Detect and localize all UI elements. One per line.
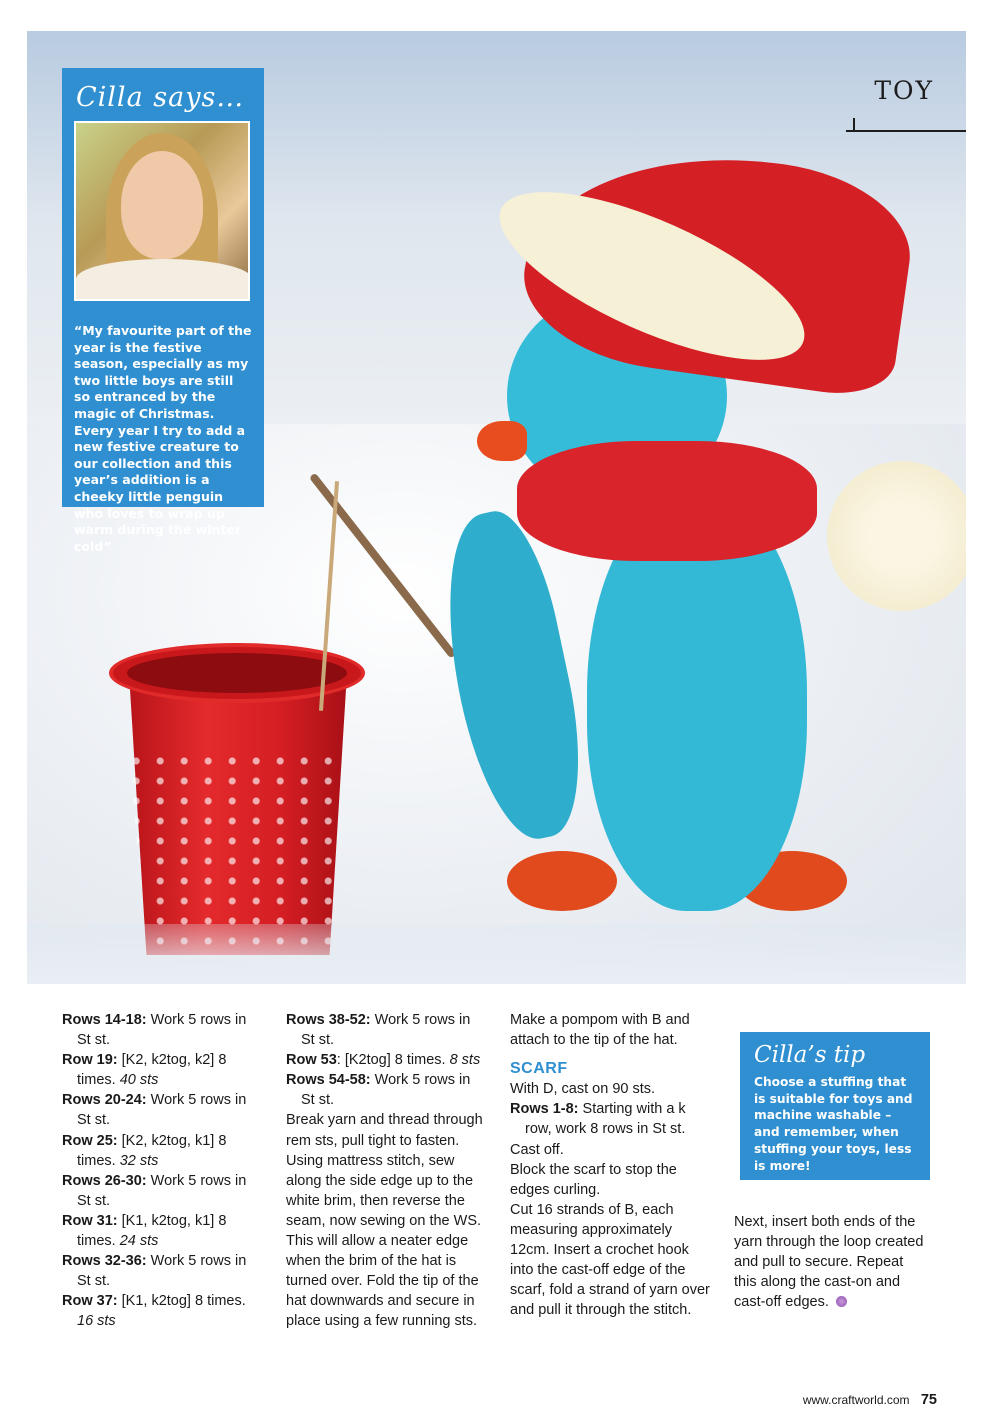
instruction-line: With D, cast on 90 sts.: [510, 1081, 656, 1098]
tip-box: [740, 1032, 930, 1180]
instruction-line: St st.: [77, 1112, 111, 1129]
instruction-line: Row 31: [K1, k2tog, k1] 8: [62, 1212, 227, 1229]
instruction-line: Rows 54-58: Work 5 rows in: [286, 1072, 471, 1089]
instruction-line: scarf, fold a strand of yarn over: [510, 1282, 710, 1299]
hat-pompom: [827, 461, 966, 611]
instruction-line: Make a pompom with B and: [510, 1012, 690, 1028]
instruction-line: Row 25: [K2, k2tog, k1] 8: [62, 1132, 227, 1149]
instruction-line: cast-off edges.: [734, 1292, 946, 1312]
instruction-line: along the side edge up to the: [286, 1172, 474, 1189]
instruction-line: times. 32 sts: [77, 1152, 159, 1169]
knitted-penguin: [447, 181, 966, 921]
instruction-line: St st.: [77, 1032, 111, 1049]
instruction-line: Cast off.: [510, 1141, 564, 1158]
instruction-line: Next, insert both ends of the: [734, 1214, 916, 1230]
instruction-line: times. 40 sts: [77, 1072, 159, 1089]
designer-quote-box: [62, 68, 264, 554]
instruction-line: seam, now sewing on the WS.: [286, 1212, 482, 1229]
instruction-line: edges curling.: [510, 1181, 601, 1198]
instruction-line: Break yarn and thread through: [286, 1112, 483, 1129]
finishing-instructions: [734, 1212, 946, 1312]
page-footer: [803, 1392, 937, 1408]
instruction-line: Rows 38-52: Work 5 rows in: [286, 1012, 471, 1028]
footer-url[interactable]: www.craftworld.com: [802, 1393, 910, 1407]
instruction-line: St st.: [77, 1192, 111, 1209]
instruction-line: Rows 14-18: Work 5 rows in: [62, 1012, 247, 1028]
instruction-line: Row 53: [K2tog] 8 times. 8 sts: [286, 1052, 481, 1069]
instruction-line: Rows 1-8: Starting with a k: [510, 1101, 686, 1118]
instruction-line: 16 sts: [77, 1313, 116, 1330]
portrait-shoulders: [76, 259, 250, 299]
penguin-wing: [424, 503, 600, 849]
section-tag: [846, 76, 966, 136]
bucket-frost: [129, 753, 347, 953]
tip-text: Choose a stuffing that is suitable for toys and machine washable – and remember, when stuffing your toys, less is more!: [754, 1075, 913, 1173]
instruction-line: row, work 8 rows in St st.: [525, 1121, 686, 1138]
pattern-column-1: [62, 1010, 272, 1332]
instruction-line: attach to the tip of the hat.: [510, 1032, 678, 1049]
section-tag-label: TOY: [874, 76, 934, 105]
designer-quote-heading: Cilla says…: [76, 82, 245, 113]
instruction-line: and pull to secure. Repeat: [734, 1254, 904, 1271]
pattern-column-3: [510, 1010, 722, 1320]
red-bucket: [107, 643, 377, 958]
pompom-instructions: [510, 1010, 722, 1050]
instruction-line: yarn through the loop created: [734, 1234, 924, 1251]
instruction-line: measuring approximately: [510, 1221, 672, 1238]
instruction-line: Rows 20-24: Work 5 rows in: [62, 1092, 247, 1109]
instruction-line: times. 24 sts: [77, 1233, 159, 1250]
instruction-line: into the cast-off edge of the: [510, 1262, 686, 1279]
section-tag-rule: [846, 130, 966, 132]
instruction-line: This will allow a neater edge: [286, 1233, 469, 1250]
instruction-line: white brim, then reverse the: [286, 1192, 465, 1209]
yarn-ball-icon: [836, 1296, 847, 1307]
designer-portrait: [74, 121, 250, 301]
instruction-line: this along the cast-on and: [734, 1274, 901, 1291]
instruction-line: St st.: [301, 1092, 335, 1109]
scarf-heading: SCARF: [510, 1060, 568, 1078]
page-number: 75: [920, 1392, 937, 1408]
tip-title: Cilla’s tip: [754, 1042, 866, 1068]
instruction-line: Rows 32-36: Work 5 rows in: [62, 1253, 247, 1270]
instruction-line: Using mattress stitch, sew: [286, 1152, 455, 1169]
designer-quote-text: “My favourite part of the year is the festive season, especially as my two little boys are still so entranced by the magic of Christmas. Every year I try to add a new festive creature to our collection and this year’s addition is a cheeky little penguin who loves to wrap up warm during the winter cold”: [74, 323, 252, 554]
penguin-beak: [477, 421, 527, 461]
instruction-line: Row 37: [K1, k2tog] 8 times.: [62, 1293, 246, 1310]
ice-foreground: [27, 924, 966, 984]
penguin-scarf: [517, 441, 817, 561]
instruction-line: St st.: [301, 1032, 335, 1049]
instruction-line: Row 19: [K2, k2tog, k2] 8: [62, 1052, 227, 1069]
instruction-line: St st.: [77, 1273, 111, 1290]
instruction-line: Cut 16 strands of B, each: [510, 1201, 674, 1218]
instruction-line: Rows 26-30: Work 5 rows in: [62, 1172, 247, 1189]
pattern-column-4: [734, 1212, 946, 1312]
scarf-instructions: [510, 1079, 722, 1320]
instruction-line: when the brim of the hat is: [286, 1253, 457, 1270]
instruction-line: 12cm. Insert a crochet hook: [510, 1242, 689, 1259]
penguin-foot-left: [507, 851, 617, 911]
instruction-line: and pull it through the stitch.: [510, 1302, 692, 1319]
instruction-line: hat downwards and secure in: [286, 1293, 475, 1310]
instruction-line: turned over. Fold the tip of the: [286, 1273, 479, 1290]
instruction-line: place using a few running sts.: [286, 1313, 478, 1330]
portrait-face: [121, 151, 203, 259]
instruction-line: Block the scarf to stop the: [510, 1161, 677, 1178]
instruction-line: rem sts, pull tight to fasten.: [286, 1132, 460, 1149]
bucket-inner: [127, 653, 347, 693]
pattern-column-2: [286, 1010, 496, 1332]
